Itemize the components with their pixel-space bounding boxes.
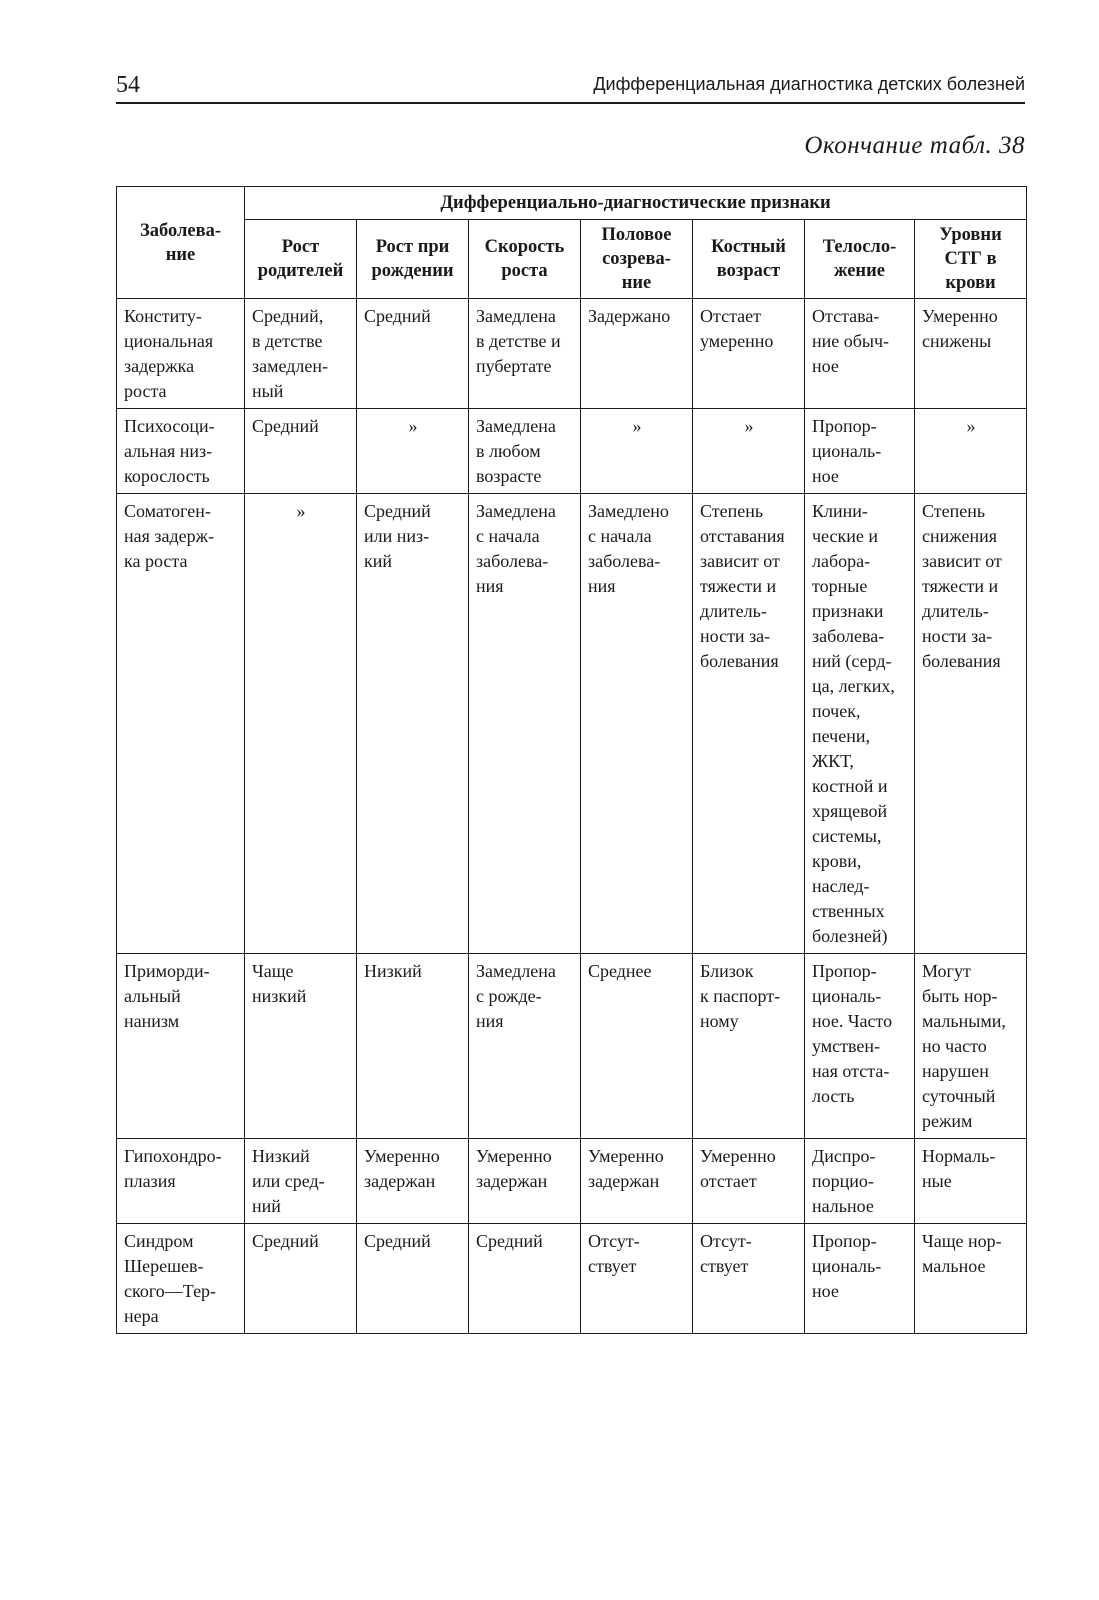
table-cell: Средний, в детстве замедлен- ный [245,299,357,409]
table-cell: Средний или низ- кий [357,494,469,954]
table-cell: » [581,409,693,494]
table-cell: Умеренно снижены [915,299,1027,409]
table-cell: Клини- ческие и лабора- торные признаки заболева- ний (серд- ца, легких, почек, печени, ЖКТ, костной и хрящевой системы, крови, наслед- ственных болезней) [805,494,915,954]
column-header-puberty: Половое созрева- ние [581,220,693,299]
table-cell: Задержано [581,299,693,409]
table-cell: Пропор- циональ- ное [805,1224,915,1334]
table-cell: Умеренно отстает [693,1139,805,1224]
disease-cell: Приморди- альный нанизм [117,954,245,1139]
table-row [117,1139,1027,1224]
table-cell: Отстает умеренно [693,299,805,409]
disease-cell: Соматоген- ная задерж- ка роста [117,494,245,954]
table-cell: Замедлена в любом возрасте [469,409,581,494]
table-cell: Замедлена с рожде- ния [469,954,581,1139]
column-header-gh-levels: Уровни СТГ в крови [915,220,1027,299]
table-cell: Умеренно задержан [581,1139,693,1224]
table-caption: Окончание табл. 38 [804,132,1025,159]
table-cell: Пропор- циональ- ное [805,409,915,494]
table-cell: Чаще нор- мальное [915,1224,1027,1334]
diagnostic-table [116,186,1027,1334]
table-row [117,494,1027,954]
table-cell: Умеренно задержан [357,1139,469,1224]
table-cell: Средний [245,409,357,494]
table-cell: Пропор- циональ- ное. Часто умствен- ная отста- лость [805,954,915,1139]
table-cell: Нормаль- ные [915,1139,1027,1224]
table-cell: Низкий [357,954,469,1139]
table-cell: » [915,409,1027,494]
header-rule [116,102,1025,104]
table-cell: Среднее [581,954,693,1139]
disease-cell: Синдром Шерешев- ского—Тер- нера [117,1224,245,1334]
disease-cell: Конститу- циональная задержка роста [117,299,245,409]
table-cell: Отстава- ние обыч- ное [805,299,915,409]
table-row [117,299,1027,409]
table-cell: Чаще низкий [245,954,357,1139]
table-row [117,409,1027,494]
table-row [117,954,1027,1139]
table-row [117,1224,1027,1334]
table-cell: Степень отставания зависит от тяжести и длитель- ности за- болевания [693,494,805,954]
table-cell: Близок к паспорт- ному [693,954,805,1139]
table-cell: » [357,409,469,494]
table-cell: » [245,494,357,954]
column-header-body-build: Телосло- жение [805,220,915,299]
table-cell: Средний [469,1224,581,1334]
table-cell: Средний [357,299,469,409]
table-cell: Средний [357,1224,469,1334]
column-header-birth-height: Рост при рождении [357,220,469,299]
table-cell: Могут быть нор- мальными, но часто нарушен суточный режим [915,954,1027,1139]
table-cell: Отсут- ствует [581,1224,693,1334]
table-body [117,299,1027,1334]
disease-cell: Психосоци- альная низ- корослость [117,409,245,494]
column-header-growth-rate: Скорость роста [469,220,581,299]
table-cell: Отсут- ствует [693,1224,805,1334]
table-cell: Степень снижения зависит от тяжести и длитель- ности за- болевания [915,494,1027,954]
disease-cell: Гипохондро- плазия [117,1139,245,1224]
table-cell: Низкий или сред- ний [245,1139,357,1224]
signs-group-header: Дифференциально-диагностические признаки [245,187,1027,220]
table-head [117,187,1027,299]
disease-column-header: Заболева- ние [117,187,245,299]
table-cell: Замедлена с начала заболева- ния [469,494,581,954]
column-header-bone-age: Костный возраст [693,220,805,299]
table-cell: » [693,409,805,494]
running-head: Дифференциальная диагностика детских болезней [593,74,1025,94]
table-cell: Замедлена в детстве и пубертате [469,299,581,409]
page-number: 54 [116,72,140,98]
table-cell: Замедлено с начала заболева- ния [581,494,693,954]
table-cell: Умеренно задержан [469,1139,581,1224]
column-header-parents-height: Рост родителей [245,220,357,299]
table-cell: Средний [245,1224,357,1334]
table-cell: Диспро- порцио- нальное [805,1139,915,1224]
